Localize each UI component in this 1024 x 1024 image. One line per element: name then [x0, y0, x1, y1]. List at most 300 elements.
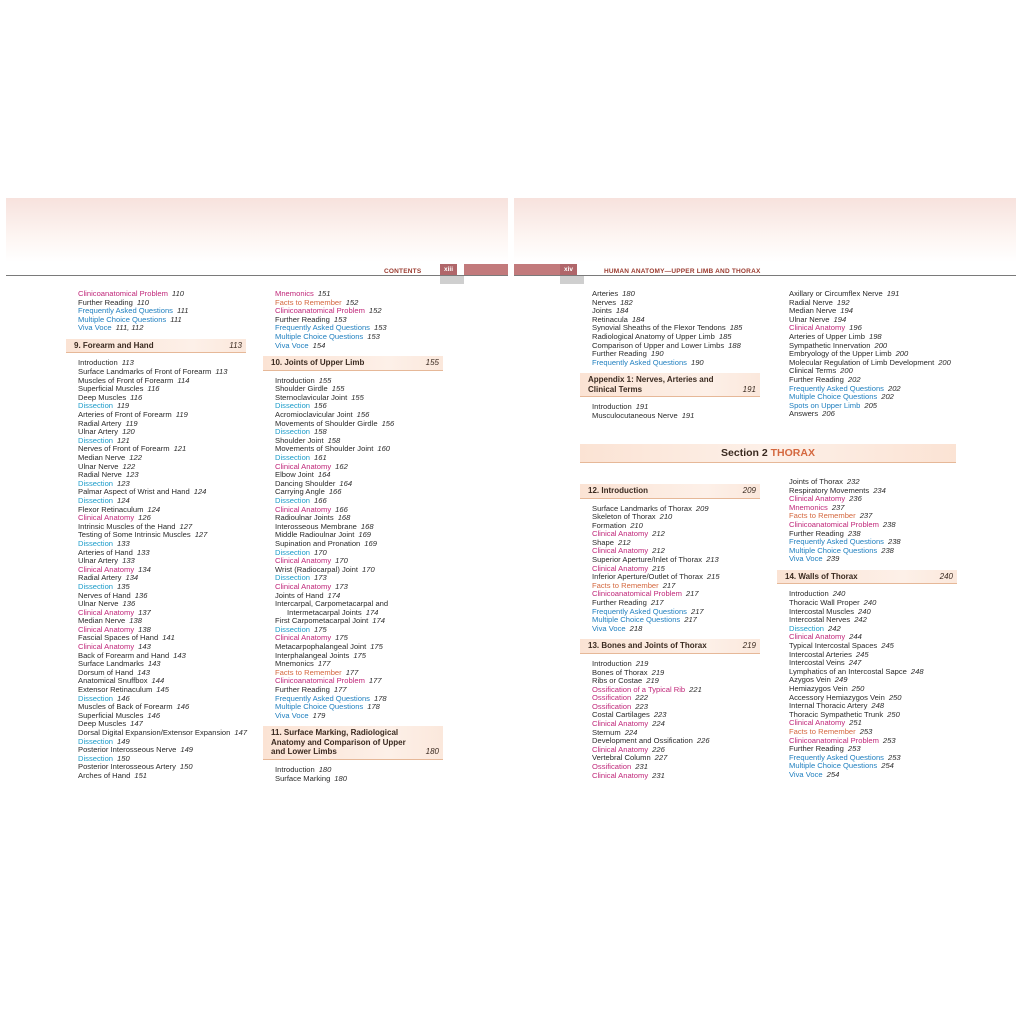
toc-entry[interactable]	[275, 775, 443, 784]
toc-entry-page: 136	[122, 599, 136, 609]
toc-entry-title: Clinical Anatomy	[78, 607, 135, 617]
toc-entry-title: Arteries of Front of Forearm	[78, 410, 172, 420]
toc-entry-page: 247	[848, 658, 862, 668]
toc-entry-title: Further Reading	[789, 374, 844, 384]
toc-entry-page: 215	[652, 563, 665, 573]
left-header-rule	[6, 275, 508, 276]
toc-entry-title: Shape	[592, 537, 614, 547]
toc-entry-page: 253	[882, 735, 896, 745]
toc-entry-page: 152	[368, 306, 382, 316]
toc-entry-title: Retinacula	[592, 314, 628, 324]
toc-entry-title: Testing of Some Intrinsic Muscles	[78, 530, 191, 540]
toc-entry-title: Mnemonics	[789, 502, 828, 512]
toc-entry-title: Movements of Shoulder Girdle	[275, 418, 378, 428]
chapter-title: Appendix 1: Nerves, Arteries and Clinical Terms	[588, 375, 714, 394]
toc-entry-page: 237	[831, 502, 845, 512]
toc-entry-page: 173	[314, 573, 327, 583]
toc-entry-page: 224	[652, 719, 665, 729]
toc-entry-title: Multiple Choice Questions	[78, 314, 167, 324]
toc-entry-title: Dissection	[78, 753, 114, 763]
chapter-heading[interactable]	[777, 570, 957, 585]
toc-entry-title: Skeleton of Thorax	[592, 512, 656, 522]
toc-entry-title: Dissection	[789, 623, 825, 633]
toc-entry-page: 116	[147, 384, 160, 394]
toc-entry-title: Facts to Remember	[789, 726, 856, 736]
toc-entry-title: Carrying Angle	[275, 487, 325, 497]
chapter-page-number: 113	[229, 340, 242, 350]
toc-entry-title: Wrist (Radiocarpal) Joint	[275, 564, 358, 574]
toc-entry-page: 231	[652, 770, 665, 780]
toc-entry-page: 217	[684, 615, 697, 625]
toc-entry-page: 212	[652, 529, 665, 539]
toc-entry-title: Clinical Anatomy	[789, 632, 846, 642]
toc-entry-title: Dissection	[78, 478, 114, 488]
toc-entry-title: Superficial Muscles	[78, 384, 144, 394]
toc-entry-page: 177	[368, 676, 382, 686]
toc-entry-page: 209	[695, 503, 709, 513]
toc-entry-page: 249	[834, 675, 848, 685]
toc-entry-title: Intercarpal, Carpometacarpal and	[275, 599, 389, 609]
toc-entry-title: Frequently Asked Questions	[78, 306, 173, 316]
toc-entry-page: 143	[137, 667, 150, 677]
toc-entry-title: Multiple Choice Questions	[275, 331, 364, 341]
toc-entry-title: Surface Landmarks of Front of Forearm	[78, 367, 212, 377]
toc-entry-page: 174	[327, 590, 341, 600]
toc-entry-title: Inferior Aperture/Outlet of Thorax	[592, 572, 703, 582]
toc-entry-title: Frequently Asked Questions	[275, 693, 370, 703]
toc-entry-page: 212	[617, 537, 631, 547]
toc-entry-title: Anatomical Snuffbox	[78, 676, 148, 686]
toc-entry-title: Muscles of Back of Forearm	[78, 702, 173, 712]
toc-entry-title: Viva Voce	[78, 323, 112, 333]
toc-entry-page: 152	[345, 297, 359, 307]
toc-entry-title: Extensor Retinaculum	[78, 685, 153, 695]
toc-entry-page: 127	[179, 521, 193, 531]
toc-entry-title: Nerves of Hand	[78, 590, 131, 600]
toc-entry-page: 161	[314, 453, 327, 462]
toc-entry[interactable]	[592, 625, 760, 634]
toc-entry[interactable]	[592, 772, 760, 781]
toc-entry-page: 177	[345, 667, 359, 677]
toc-entry-title: Ulnar Artery	[78, 556, 119, 566]
toc-entry-page: 184	[631, 314, 645, 324]
toc-entry-page: 162	[335, 461, 348, 471]
toc-entry-title: Further Reading	[78, 297, 133, 307]
toc-entry-page: 175	[335, 633, 348, 643]
toc-entry-page: 210	[630, 520, 643, 530]
toc-entry-page: 253	[887, 752, 901, 762]
toc-entry-page: 253	[847, 744, 861, 754]
toc-entry-page: 170	[362, 564, 375, 574]
toc-entry-title: Viva Voce	[789, 769, 823, 779]
toc-entry-page: 240	[832, 589, 846, 599]
toc-entry-title: Superior Aperture/Inlet of Thorax	[592, 555, 703, 565]
toc-entry-title: Dorsal Digital Expansion/Extensor Expansion	[78, 728, 231, 737]
right-page-header-band	[514, 198, 1016, 262]
toc-entry-title: Typical Intercostal Spaces	[789, 641, 878, 650]
toc-entry-page: 143	[147, 659, 161, 669]
toc-entry-title: Viva Voce	[275, 710, 309, 720]
toc-entry-title: Dissection	[78, 538, 114, 548]
chapter-page-number: 155	[425, 358, 439, 368]
toc-entry-title: Clinical Terms	[789, 366, 837, 376]
toc-entry-title: Frequently Asked Questions	[789, 537, 884, 547]
toc-entry-page: 111	[176, 306, 189, 316]
toc-entry[interactable]	[789, 555, 957, 564]
toc-entry-page: 190	[650, 349, 664, 359]
toc-entry-title: Synovial Sheaths of the Flexor Tendons	[592, 323, 726, 333]
section-heading	[580, 444, 956, 463]
toc-column-3	[588, 289, 760, 421]
right-page-tab-shadow	[560, 276, 584, 284]
toc-entry-page: 175	[370, 642, 383, 652]
toc-entry-page: 219	[646, 676, 659, 686]
toc-entry-page: 158	[327, 435, 341, 445]
toc-entry-page: 143	[173, 650, 186, 660]
toc-entry-page: 202	[881, 392, 894, 402]
toc-entry-page: 213	[706, 555, 719, 565]
toc-entry-title: Ribs or Costae	[592, 676, 643, 686]
toc-entry-page: 236	[849, 494, 862, 504]
toc-entry-page: 242	[828, 623, 841, 633]
toc-entry-page: 121	[117, 435, 130, 445]
toc-entry-title: Thoracic Wall Proper	[789, 598, 860, 608]
chapter-heading[interactable]	[263, 726, 443, 760]
chapter-title: 11. Surface Marking, Radiological Anatomy and Comparison of Upper and Lower Limbs	[271, 728, 406, 757]
toc-entry-title: Respiratory Movements	[789, 485, 870, 495]
toc-entry-page: 170	[335, 556, 348, 566]
toc-entry-title: Mnemonics	[275, 659, 314, 669]
toc-entry[interactable]	[592, 290, 760, 299]
toc-entry-title: Shoulder Joint	[275, 435, 324, 445]
toc-entry-page: 146	[117, 693, 130, 703]
toc-entry-page: 196	[849, 323, 862, 333]
toc-entry-page: 111, 112	[115, 323, 144, 333]
toc-entry-page: 234	[873, 485, 886, 495]
toc-entry-title: Joints	[592, 306, 612, 316]
toc-entry-title: Arteries	[592, 289, 619, 298]
toc-entry-page: 254	[826, 769, 840, 779]
toc-entry-title: Shoulder Girdle	[275, 384, 328, 394]
left-page-tab-shadow	[440, 276, 464, 284]
toc-entry-title: Frequently Asked Questions	[789, 752, 884, 762]
toc-entry[interactable]	[592, 412, 760, 421]
toc-entry-page: 202	[887, 383, 901, 393]
toc-entry-title: Ulnar Nerve	[789, 314, 830, 324]
toc-entry-page: 188	[728, 340, 741, 350]
toc-entry-title: Viva Voce	[275, 340, 309, 350]
toc-entry-title: Clinical Anatomy	[592, 719, 649, 729]
toc-entry-page: 114	[177, 375, 190, 385]
toc-entry-page: 138	[129, 616, 142, 626]
toc-entry-title: Further Reading	[275, 685, 330, 695]
toc-entry-title: Ossification	[592, 762, 632, 772]
toc-entry-title: Introduction	[592, 402, 632, 412]
toc-entry-title: Muscles of Front of Forearm	[78, 375, 174, 385]
toc-entry-page: 174	[372, 616, 385, 626]
toc-entry-page: 123	[117, 478, 130, 488]
toc-entry-page: 155	[331, 384, 345, 394]
toc-entry-page: 231	[635, 762, 648, 772]
toc-column-5	[588, 478, 760, 780]
chapter-heading[interactable]	[580, 373, 760, 397]
toc-entry-page: 244	[849, 632, 862, 642]
toc-entry-page: 250	[887, 709, 900, 719]
toc-entry-title: Radiological Anatomy of Upper Limb	[592, 331, 715, 341]
toc-entry-page: 134	[138, 564, 151, 574]
toc-entry-page: 215	[706, 572, 720, 582]
toc-entry-page: 166	[335, 504, 348, 514]
toc-entry-title: Middle Radioulnar Joint	[275, 530, 355, 540]
toc-entry-page: 122	[129, 453, 142, 462]
toc-entry-page: 191	[635, 402, 649, 412]
chapter-title: 12. Introduction	[588, 486, 648, 495]
toc-entry-page: 151	[317, 289, 331, 298]
toc-entry-title: Surface Landmarks of Thorax	[592, 503, 692, 513]
toc-entry[interactable]	[592, 359, 760, 368]
toc-entry-title: Clinical Anatomy	[78, 513, 135, 523]
toc-entry-title: Clinical Anatomy	[78, 642, 135, 652]
toc-entry-title: Clinical Anatomy	[789, 494, 846, 504]
toc-entry[interactable]	[789, 771, 957, 780]
toc-entry-title: Facts to Remember	[789, 511, 856, 521]
toc-entry-page: 245	[855, 649, 869, 659]
toc-entry-title: Intercostal Nerves	[789, 615, 851, 625]
toc-entry-title: Clinical Anatomy	[78, 624, 135, 634]
toc-entry-page: 156	[314, 401, 327, 411]
toc-entry-title: Further Reading	[592, 349, 647, 359]
toc-entry-title: Dissection	[78, 736, 114, 746]
toc-entry-page: 184	[615, 306, 629, 316]
chapter-heading[interactable]	[263, 356, 443, 371]
toc-entry-page: 150	[179, 762, 193, 772]
toc-entry-title: Axillary or Circumflex Nerve	[789, 289, 883, 298]
toc-entry-title: Intercostal Veins	[789, 658, 845, 668]
toc-entry[interactable]	[275, 342, 443, 351]
toc-entry-page: 134	[125, 573, 139, 583]
toc-entry-page: 150	[117, 753, 130, 763]
toc-entry-page: 178	[373, 693, 387, 703]
toc-entry-page: 194	[840, 306, 853, 316]
toc-entry-page: 223	[653, 710, 667, 720]
toc-entry-title: Introduction	[78, 358, 118, 368]
toc-entry-page: 168	[360, 521, 374, 531]
toc-entry-title: Dissection	[275, 573, 311, 583]
toc-entry-title: Introduction	[275, 764, 315, 774]
toc-entry-title: Frequently Asked Questions	[592, 606, 687, 616]
chapter-heading[interactable]	[580, 484, 760, 499]
toc-entry-title: Median Nerve	[78, 616, 126, 626]
toc-entry-title: Facts to Remember	[275, 297, 342, 307]
toc-entry-title: Costal Cartilages	[592, 710, 650, 720]
toc-entry-page: 198	[868, 331, 882, 341]
toc-entry-title: Metacarpophalangeal Joint	[275, 642, 367, 652]
toc-entry-title: Dissection	[275, 401, 311, 411]
toc-entry-title: Multiple Choice Questions	[789, 761, 878, 771]
toc-entry-title: Formation	[592, 520, 627, 530]
toc-entry-page: 144	[151, 676, 165, 686]
toc-entry-title: Development and Ossification	[592, 736, 693, 746]
toc-entry-title: Intermetacarpal Joints	[287, 607, 362, 617]
toc-entry-title: Radial Artery	[78, 418, 122, 428]
chapter-heading[interactable]	[580, 639, 760, 654]
toc-entry-page: 200	[840, 366, 853, 376]
toc-entry[interactable]	[275, 712, 443, 721]
toc-entry-title: Clinicoanatomical Problem	[789, 735, 879, 745]
chapter-page-number: 219	[742, 641, 756, 651]
toc-entry-title: Clinical Anatomy	[78, 564, 135, 574]
toc-entry-title: Vertebral Column	[592, 753, 651, 763]
toc-entry-page: 239	[826, 554, 840, 564]
toc-entry-page: 192	[836, 297, 850, 307]
toc-entry-title: Multiple Choice Questions	[592, 615, 681, 625]
toc-entry-title: Arteries of Hand	[78, 547, 133, 557]
toc-entry-page: 218	[629, 623, 643, 633]
toc-entry-title: Dorsum of Hand	[78, 667, 134, 677]
toc-entry-page: 127	[194, 530, 208, 540]
toc-entry-page: 174	[365, 607, 379, 617]
toc-entry-page: 226	[696, 736, 710, 746]
toc-entry-page: 113	[215, 367, 228, 377]
toc-entry-page: 146	[147, 710, 161, 720]
toc-entry-page: 120	[122, 427, 135, 437]
toc-entry-title: Sternum	[592, 727, 621, 737]
left-page-header-band	[6, 198, 508, 262]
toc-entry-page: 222	[635, 693, 648, 703]
toc-entry-page: 153	[333, 314, 347, 324]
toc-entry-title: Clinical Anatomy	[592, 744, 649, 754]
toc-column-1	[74, 289, 248, 781]
toc-entry-title: Ulnar Nerve	[78, 461, 119, 471]
toc-entry-page: 147	[234, 728, 248, 737]
toc-entry-title: Dissection	[78, 401, 114, 411]
toc-entry-page: 177	[333, 685, 347, 695]
toc-entry-page: 200	[895, 349, 909, 359]
chapter-page-number: 191	[742, 384, 756, 394]
toc-entry-title: Dissection	[275, 453, 311, 462]
toc-entry-page: 166	[314, 495, 327, 505]
toc-entry-page: 227	[654, 753, 668, 763]
toc-entry-title: Dissection	[275, 624, 311, 634]
toc-entry-title: Interosseous Membrane	[275, 521, 357, 531]
toc-entry-title: Palmar Aspect of Wrist and Hand	[78, 487, 190, 497]
toc-entry-page: 223	[635, 701, 648, 711]
toc-entry-title: Fascial Spaces of Hand	[78, 633, 159, 643]
toc-entry-title: Movements of Shoulder Joint	[275, 444, 374, 454]
left-running-head: CONTENTS	[384, 268, 422, 275]
toc-entry-title: Intercostal Arteries	[789, 649, 852, 659]
toc-entry-page: 151	[134, 770, 148, 780]
toc-entry-title: Spots on Upper Limb	[789, 400, 861, 410]
toc-entry-page: 175	[314, 624, 327, 634]
toc-entry-page: 226	[652, 744, 665, 754]
toc-entry-page: 205	[864, 400, 878, 410]
toc-entry-page: 136	[134, 590, 148, 600]
toc-entry-page: 248	[910, 666, 924, 676]
toc-entry-title: Multiple Choice Questions	[789, 392, 878, 402]
toc-entry-title: Frequently Asked Questions	[592, 357, 687, 367]
toc-entry-page: 119	[125, 418, 138, 428]
toc-entry-page: 191	[681, 410, 695, 420]
toc-entry-page: 240	[858, 606, 871, 616]
toc-entry-title: Superficial Muscles	[78, 710, 144, 720]
toc-entry-title: Arches of Hand	[78, 770, 131, 780]
toc-entry-page: 179	[312, 710, 326, 720]
toc-entry-page: 113	[121, 358, 134, 368]
toc-entry-title: Clinical Anatomy	[275, 461, 332, 471]
toc-entry-title: Ulnar Artery	[78, 427, 119, 437]
toc-entry-page: 158	[314, 427, 327, 437]
toc-entry-title: Molecular Regulation of Limb Development	[789, 357, 935, 367]
toc-entry-title: Bones of Thorax	[592, 667, 648, 677]
toc-entry-title: Clinicoanatomical Problem	[789, 519, 879, 529]
toc-entry-page: 173	[335, 581, 348, 591]
toc-entry-page: 180	[334, 773, 347, 783]
toc-entry-page: 154	[312, 340, 326, 350]
toc-entry-page: 206	[822, 409, 835, 419]
toc-entry-page: 124	[147, 504, 161, 514]
chapter-heading[interactable]	[66, 339, 246, 354]
toc-entry-title: Viva Voce	[789, 554, 823, 564]
toc-entry-title: Further Reading	[592, 598, 647, 608]
toc-entry-page: 135	[117, 581, 130, 591]
toc-entry-title: Clinical Anatomy	[592, 563, 649, 573]
toc-entry-title: Joints of Hand	[275, 590, 324, 600]
toc-entry-title: Dancing Shoulder	[275, 478, 336, 488]
toc-entry-title: Clinical Anatomy	[592, 546, 649, 556]
toc-entry-page: 238	[882, 519, 896, 529]
toc-entry-page: 175	[353, 650, 366, 660]
toc-entry-title: Clinicoanatomical Problem	[275, 676, 365, 686]
toc-entry-page: 145	[156, 685, 169, 695]
toc-entry-title: Clinicoanatomical Problem	[592, 589, 682, 599]
toc-entry-page: 164	[317, 470, 331, 480]
toc-entry-page: 210	[659, 512, 673, 522]
toc-entry-title: Clinical Anatomy	[275, 633, 332, 643]
toc-entry-title: Intrinsic Muscles of the Hand	[78, 521, 176, 531]
toc-entry-title: Median Nerve	[789, 306, 837, 316]
toc-entry-title: Joints of Thorax	[789, 477, 843, 486]
toc-entry-title: Acromioclavicular Joint	[275, 410, 353, 420]
left-page-number: xiii	[440, 264, 457, 275]
toc-entry-title: Introduction	[275, 375, 315, 385]
toc-entry-title: Dissection	[78, 495, 114, 505]
toc-entry-page: 126	[138, 513, 151, 523]
toc-entry-page: 166	[328, 487, 342, 497]
toc-entry-page: 200	[938, 357, 951, 367]
toc-entry-title: Clinical Anatomy	[275, 581, 332, 591]
toc-entry-page: 194	[833, 314, 847, 324]
toc-entry-title: Multiple Choice Questions	[789, 545, 878, 555]
toc-entry-title: Clinical Anatomy	[275, 504, 332, 514]
toc-entry-page: 153	[367, 331, 380, 341]
toc-entry[interactable]	[78, 324, 246, 333]
toc-entry-page: 155	[318, 375, 332, 385]
toc-entry-title: Dissection	[78, 693, 114, 703]
toc-entry-page: 168	[337, 513, 351, 523]
toc-entry-title: Answers	[789, 409, 819, 419]
toc-entry-page: 245	[881, 641, 894, 650]
toc-entry-title: Nerves	[592, 297, 617, 307]
toc-entry-page: 200	[874, 340, 888, 350]
toc-entry-page: 242	[854, 615, 867, 625]
chapter-page-number: 180	[425, 747, 439, 757]
toc-entry-page: 190	[690, 357, 704, 367]
toc-entry-title: Clinical Anatomy	[592, 529, 649, 539]
toc-entry-title: Dissection	[275, 427, 311, 437]
toc-entry[interactable]	[78, 772, 246, 781]
toc-entry[interactable]	[789, 410, 959, 419]
